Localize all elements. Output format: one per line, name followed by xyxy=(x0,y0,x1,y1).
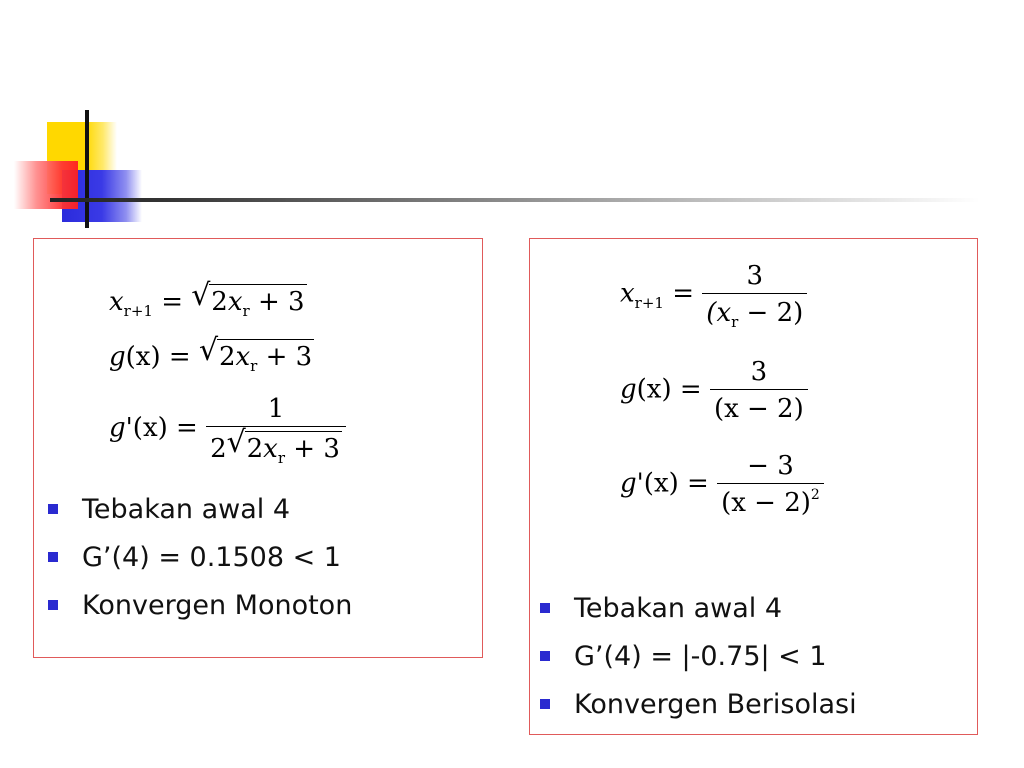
fraction xyxy=(717,451,824,518)
eq-sign: = xyxy=(161,287,184,317)
fraction xyxy=(710,357,808,424)
eq-sign: = xyxy=(687,468,709,499)
slide-logo-decoration xyxy=(0,0,1024,240)
eq-subscript: r xyxy=(250,357,258,375)
fraction xyxy=(702,261,807,331)
left-equation-3 xyxy=(109,394,346,467)
bullet-item xyxy=(46,534,352,582)
square-bullet-icon xyxy=(540,603,550,613)
fraction-denominator xyxy=(702,294,807,331)
eq-sign: = xyxy=(679,374,702,405)
square-bullet-icon xyxy=(48,552,58,562)
vertical-line-decoration xyxy=(85,110,89,228)
eq-argument: (x) xyxy=(643,468,679,499)
right-panel xyxy=(529,238,978,735)
fraction-numerator: 1 xyxy=(206,394,346,427)
bullet-item xyxy=(46,486,352,534)
bullet-text: Konvergen Berisolasi xyxy=(574,689,857,720)
eq-variable: x xyxy=(109,287,124,317)
eq-argument: (x) xyxy=(125,342,161,372)
eq-function: g xyxy=(620,374,637,405)
fraction-denominator: (x − 2) xyxy=(713,394,804,424)
horizontal-rule-decoration xyxy=(50,198,980,202)
fraction-denominator xyxy=(206,425,346,467)
sqrt-expression xyxy=(198,333,314,375)
sqrt-icon: √ xyxy=(226,425,246,460)
left-equation-1 xyxy=(109,278,307,320)
sqrt-icon: √ xyxy=(198,333,219,368)
right-equation-2 xyxy=(620,357,808,424)
bullet-item xyxy=(538,681,857,729)
sqrt-expression xyxy=(191,278,306,320)
bullet-text: Tebakan awal 4 xyxy=(574,593,783,624)
eq-subscript: r xyxy=(277,449,286,467)
eq-argument: (x) xyxy=(132,413,168,443)
eq-constant: 3 xyxy=(288,287,305,317)
eq-variable: x xyxy=(235,342,251,372)
bullet-item xyxy=(538,633,857,681)
eq-function: g' xyxy=(109,413,133,443)
eq-denominator-text: (x − 2) xyxy=(721,488,811,518)
square-bullet-icon xyxy=(540,699,550,709)
fraction-numerator: 3 xyxy=(702,261,807,294)
sqrt-icon: √ xyxy=(191,278,211,313)
eq-sign: = xyxy=(176,413,198,443)
left-panel xyxy=(33,238,483,658)
eq-plus: + xyxy=(265,342,288,372)
eq-function: g' xyxy=(620,468,644,499)
eq-subscript: r+1 xyxy=(123,302,153,320)
eq-remainder: − 2) xyxy=(738,298,804,328)
eq-constant: 3 xyxy=(295,342,313,372)
right-equation-1 xyxy=(620,261,807,331)
right-equation-3 xyxy=(620,451,824,518)
bullet-text: G’(4) = |-0.75| < 1 xyxy=(574,641,827,672)
eq-coef: 2 xyxy=(211,287,228,317)
eq-variable: x xyxy=(620,278,635,309)
eq-variable: (x xyxy=(706,298,732,328)
eq-argument: (x) xyxy=(636,374,672,405)
square-bullet-icon xyxy=(540,651,550,661)
sqrt-expression xyxy=(226,425,342,467)
bullet-text: Tebakan awal 4 xyxy=(82,494,291,525)
eq-coef: 2 xyxy=(210,434,227,464)
eq-plus: + xyxy=(257,287,280,317)
left-equation-2 xyxy=(109,333,314,375)
eq-sign: = xyxy=(672,278,695,309)
eq-plus: + xyxy=(293,434,316,464)
eq-constant: 3 xyxy=(323,434,340,464)
eq-coef: 2 xyxy=(218,342,236,372)
bullet-item xyxy=(46,582,352,630)
eq-variable: x xyxy=(263,434,278,464)
eq-sign: = xyxy=(168,342,191,372)
eq-subscript: r xyxy=(731,313,739,331)
bullet-text: G’(4) = 0.1508 < 1 xyxy=(82,542,341,573)
fraction-numerator: 3 xyxy=(710,357,808,390)
bullet-item xyxy=(538,585,857,633)
square-bullet-icon xyxy=(48,504,58,514)
bullet-text: Konvergen Monoton xyxy=(82,590,353,621)
eq-variable: x xyxy=(227,287,243,317)
left-bullet-list xyxy=(46,486,352,630)
fraction-denominator xyxy=(717,484,824,518)
eq-subscript: r xyxy=(242,302,250,320)
eq-exponent: 2 xyxy=(810,487,820,503)
eq-function: g xyxy=(109,342,126,372)
right-bullet-list xyxy=(538,585,857,729)
eq-coef: 2 xyxy=(246,434,264,464)
eq-subscript: r+1 xyxy=(634,293,664,312)
fraction xyxy=(206,394,346,467)
square-bullet-icon xyxy=(48,600,58,610)
fraction-numerator: − 3 xyxy=(717,451,824,484)
